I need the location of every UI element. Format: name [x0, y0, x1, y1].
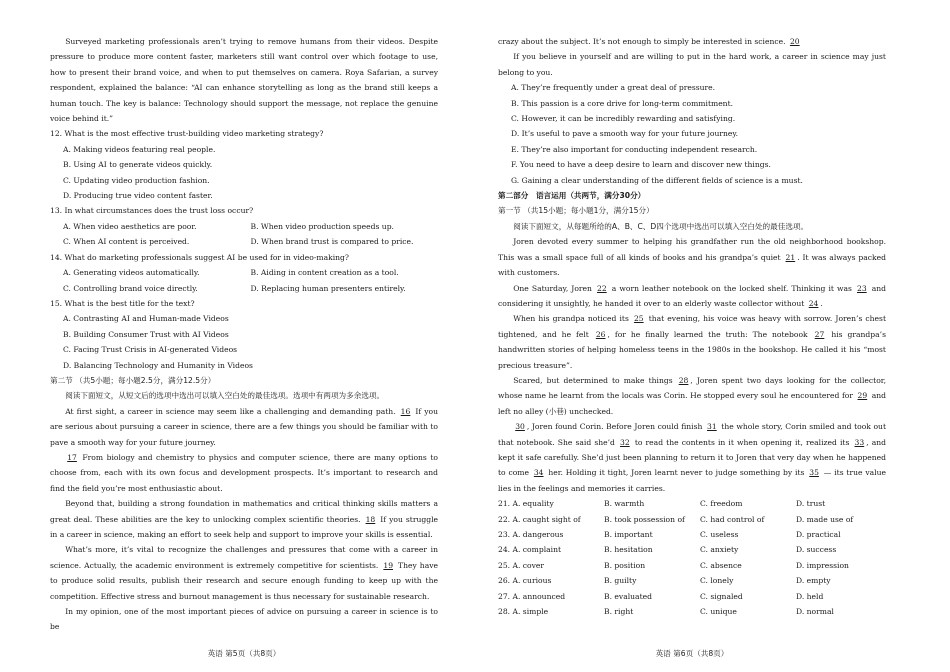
text-span: What’s more, it’s vital to recognize the challenges and pressures that come with a career in science. Actually, the academic environment is extremely competitive for scientists. — [50, 545, 438, 570]
option-13b: B. When video production speeds up. — [250, 221, 394, 231]
text-span: . It was always packed with customers. — [498, 252, 886, 278]
answer-option: 24. A. complaint — [498, 545, 562, 555]
blank-27: 27 — [814, 329, 825, 339]
text-span: and left no alley (小巷) unchecked. — [498, 391, 887, 416]
cloze-paragraph-5: In my opinion, one of the most important pieces of advice on pursuing a career in science is to be — [50, 607, 438, 632]
answer-option: 28. A. simple — [498, 607, 549, 617]
answer-option: D. empty — [796, 576, 831, 586]
choice-e: E. They’re also important for conducting independent research. — [511, 144, 758, 154]
text-span: , and kept it safe carefully. She’d just been planning to return it to Joren that very day when he happened to come — [498, 437, 886, 478]
blank-23: 23 — [857, 283, 867, 293]
section-1-instructions: 阅读下面短文，从每题所给的A、B、C、D四个选项中选出可以填入空白处的最佳选项。 — [513, 221, 809, 231]
option-15c: C. Facing Trust Crisis in AI-generated Videos — [63, 345, 238, 355]
option-13c: C. When AI content is perceived. — [63, 237, 190, 247]
question-15: 15. What is the best title for the text? — [50, 298, 195, 308]
left-column — [50, 34, 438, 635]
cloze-paragraph-4 — [50, 542, 438, 604]
story-paragraph-1 — [498, 234, 886, 280]
answer-option: B. right — [604, 607, 634, 617]
option-13a: A. When video aesthetics are poor. — [63, 221, 197, 231]
text-span: At first sight, a career in science may seem like a challenging and demanding path. — [65, 406, 396, 416]
text-span: . — [820, 298, 823, 308]
answer-row-28 — [498, 604, 886, 619]
text-span: If you are serious about pursuing a career in science, there are a few things you should be familiar with to pave a smooth way for your future journey. — [50, 406, 439, 447]
text-span: a worn leather notebook on the locked shelf. Thinking it was — [611, 283, 852, 293]
blank-22: 22 — [597, 283, 607, 293]
text-span: his grandpa’s handwritten stories of helping homeless teens in the 1980s in the bookshop. He called it his “most precious treasure”. — [498, 329, 886, 370]
blank-31: 31 — [707, 422, 717, 432]
answer-option: C. useless — [700, 530, 739, 539]
option-15d: D. Balancing Technology and Humanity in Videos — [63, 360, 253, 370]
choice-c: C. However, it can be incredibly rewarding and satisfying. — [511, 114, 736, 124]
option-12d: D. Producing true video content faster. — [63, 191, 213, 201]
question-13: 13. In what circumstances does the trust loss occur? — [50, 206, 254, 216]
section-2-title: 第二节 （共5小题；每小题2.5分，满分12.5分） — [50, 375, 216, 385]
answer-row-27 — [498, 589, 886, 604]
answer-option: C. unique — [700, 607, 737, 617]
answer-option: D. practical — [796, 530, 841, 539]
story-paragraph-5 — [498, 419, 886, 496]
option-12b: B. Using AI to generate videos quickly. — [63, 160, 213, 170]
text-span: They have to produce solid results, publish their research and secure enough funding to keep up with the competition. Effective stress and burnout management is thus necessary for sustainable research. — [50, 560, 439, 601]
text-span: If you struggle in a career in science, making an effort to seek help and support to improve your skills is essential. — [50, 514, 438, 539]
answer-option: D. impression — [796, 560, 849, 570]
text-span: the whole story, Corin smiled and took out that notebook. She said she’d — [498, 422, 886, 447]
blank-35: 35 — [809, 468, 819, 478]
page-footer-left: 英语 第5页（共8页） — [207, 649, 281, 658]
options-14 — [50, 265, 438, 296]
answer-option: B. evaluated — [604, 591, 652, 601]
answer-option: 25. A. cover — [498, 560, 545, 570]
text-span: When his grandpa noticed its — [513, 314, 629, 324]
text-span: One Saturday, Joren — [513, 283, 592, 293]
blank-34: 34 — [533, 468, 544, 478]
answer-option: C. lonely — [700, 576, 734, 586]
cloze-paragraph-6: If you believe in yourself and are willing to put in the hard work, a career in science may just belong to you. — [498, 52, 886, 77]
option-12c: C. Updating video production fashion. — [63, 175, 210, 185]
reading-paragraph: Surveyed marketing professionals aren’t trying to remove humans from their videos. Despite pressure to produce more content faster, marketers still want control over which footage to use, how to present their brand voice, and when to put themselves on camera. Roya Safarian, a survey respondent, explained the balance: “AI can enhance storytelling as long as the brand still keeps a human touch. The key is balance: Technology should support the message, not replace the genuine voice behind it.” — [50, 37, 438, 124]
blank-17: 17 — [67, 452, 77, 462]
blank-32: 32 — [620, 437, 630, 447]
answer-option: C. had control of — [700, 514, 765, 524]
blank-18: 18 — [365, 514, 376, 524]
answer-option: D. normal — [796, 607, 834, 617]
text-span: — its true value lies in the feelings and memories it carries. — [498, 468, 886, 493]
choice-d: D. It’s useful to pave a smooth way for your future journey. — [511, 129, 739, 139]
part-2-title: 第二部分 语言运用（共两节，满分30分） — [498, 191, 646, 201]
right-column — [498, 34, 886, 619]
text-span: , Joren spent two days looking for the collector, whose name he learnt from the locals was Corin. He stopped every soul he encountered for — [498, 375, 886, 401]
answer-row-21 — [498, 496, 886, 511]
answer-option: B. hesitation — [604, 545, 653, 555]
blank-30: 30 — [515, 422, 525, 432]
answer-option: B. position — [604, 560, 646, 570]
answer-options — [498, 496, 886, 619]
option-13d: D. When brand trust is compared to price. — [250, 237, 414, 247]
story-paragraph-3 — [498, 311, 886, 373]
text-span: Beyond that, building a strong foundation in mathematics and critical thinking skills matters a great deal. These abilities are the key to unlocking complex scientific theories. — [50, 499, 438, 524]
option-14a: A. Generating videos automatically. — [63, 268, 200, 278]
answer-row-22 — [498, 512, 886, 527]
answer-option: 23. A. dangerous — [498, 530, 564, 539]
answer-option: 22. A. caught sight of — [498, 514, 581, 524]
story-paragraph-4 — [498, 373, 886, 419]
choice-g: G. Gaining a clear understanding of the different fields of science is a must. — [511, 175, 803, 185]
cloze-paragraph-1 — [50, 404, 438, 450]
option-14c: C. Controlling brand voice directly. — [63, 283, 198, 293]
answer-option: 21. A. equality — [498, 499, 554, 509]
text-span: Joren devoted every summer to helping his grandfather run the old neighborhood bookshop. This was a small space full of all kinds of books and his grandpa’s quiet — [498, 237, 886, 262]
answer-option: C. anxiety — [700, 545, 739, 555]
blank-25: 25 — [633, 314, 644, 324]
answer-option: B. took possession of — [604, 514, 685, 524]
section-2-instructions: 阅读下面短文，从短文后的选项中选出可以填入空白处的最佳选项。选项中有两项为多余选项。 — [65, 391, 385, 401]
blank-29: 29 — [857, 391, 868, 401]
blank-20: 20 — [789, 37, 800, 46]
text-span: From biology and chemistry to physics and computer science, there are many options to choose from, each with its own focus and development prospects. It’s important to research and find the field you’re most enthusiastic about. — [50, 452, 438, 493]
text-span: her. Holding it tight, Joren learnt never to judge something by its — [548, 468, 805, 478]
option-15b: B. Building Consumer Trust with AI Videos — [63, 329, 229, 339]
question-14: 14. What do marketing professionals suggest AI be used for in video-making? — [50, 252, 349, 262]
answer-option: D. trust — [796, 499, 826, 509]
story-paragraph-2 — [498, 281, 886, 312]
blank-21: 21 — [785, 252, 796, 262]
blank-19: 19 — [383, 560, 394, 570]
blank-28: 28 — [678, 375, 689, 385]
answer-option: C. absence — [700, 560, 742, 570]
answer-row-24 — [498, 542, 886, 557]
choice-f: F. You need to have a deep desire to learn and discover new things. — [511, 160, 771, 170]
text-span: crazy about the subject. It’s not enough to simply be interested in science. — [498, 37, 786, 46]
answer-row-25 — [498, 558, 886, 573]
option-14d: D. Replacing human presenters entirely. — [250, 283, 406, 293]
answer-option: C. signaled — [700, 591, 743, 601]
options-13 — [50, 219, 438, 250]
answer-option: C. freedom — [700, 499, 743, 509]
cloze-paragraph-3 — [50, 496, 438, 542]
page-footer-right: 英语 第6页（共8页） — [655, 649, 729, 658]
option-12a: A. Making videos featuring real people. — [63, 144, 216, 154]
option-14b: B. Aiding in content creation as a tool. — [250, 268, 399, 278]
answer-option: B. important — [604, 530, 653, 539]
text-span: Scared, but determined to make things — [513, 375, 673, 385]
blank-26: 26 — [595, 329, 606, 339]
choice-a: A. They’re frequently under a great deal of pressure. — [511, 83, 716, 93]
question-12: 12. What is the most effective trust-building video marketing strategy? — [50, 129, 324, 139]
cloze-paragraph-5-continued — [498, 34, 886, 49]
answer-row-23 — [498, 527, 886, 542]
answer-option: 27. A. announced — [498, 591, 566, 601]
cloze-paragraph-2 — [50, 450, 438, 496]
text-span: to read the contents in it when opening it, realized its — [634, 437, 850, 447]
blank-16: 16 — [400, 406, 411, 416]
answer-option: D. held — [796, 591, 824, 601]
answer-row-26 — [498, 573, 886, 588]
text-span: that evening, his voice was heavy with sorrow. Joren’s chest tightened, and he felt — [498, 314, 886, 339]
blank-24: 24 — [808, 298, 819, 308]
answer-option: 26. A. curious — [498, 576, 552, 586]
blank-33: 33 — [854, 437, 865, 447]
text-span: and considering it unsightly, he handed it over to an elderly waste collector without — [498, 283, 887, 308]
answer-option: B. warmth — [604, 499, 645, 509]
section-1-title: 第一节 （共15小题；每小题1分，满分15分） — [498, 206, 654, 216]
text-span: , for he finally learned the truth: The notebook — [607, 329, 808, 339]
option-15a: A. Contrasting AI and Human-made Videos — [63, 314, 229, 324]
answer-option: B. guilty — [604, 576, 637, 586]
text-span: , Joren found Corin. Before Joren could finish — [526, 422, 703, 432]
choice-b: B. This passion is a core drive for long-term commitment. — [511, 98, 734, 108]
answer-option: D. success — [796, 545, 837, 555]
answer-option: D. made use of — [796, 514, 854, 524]
